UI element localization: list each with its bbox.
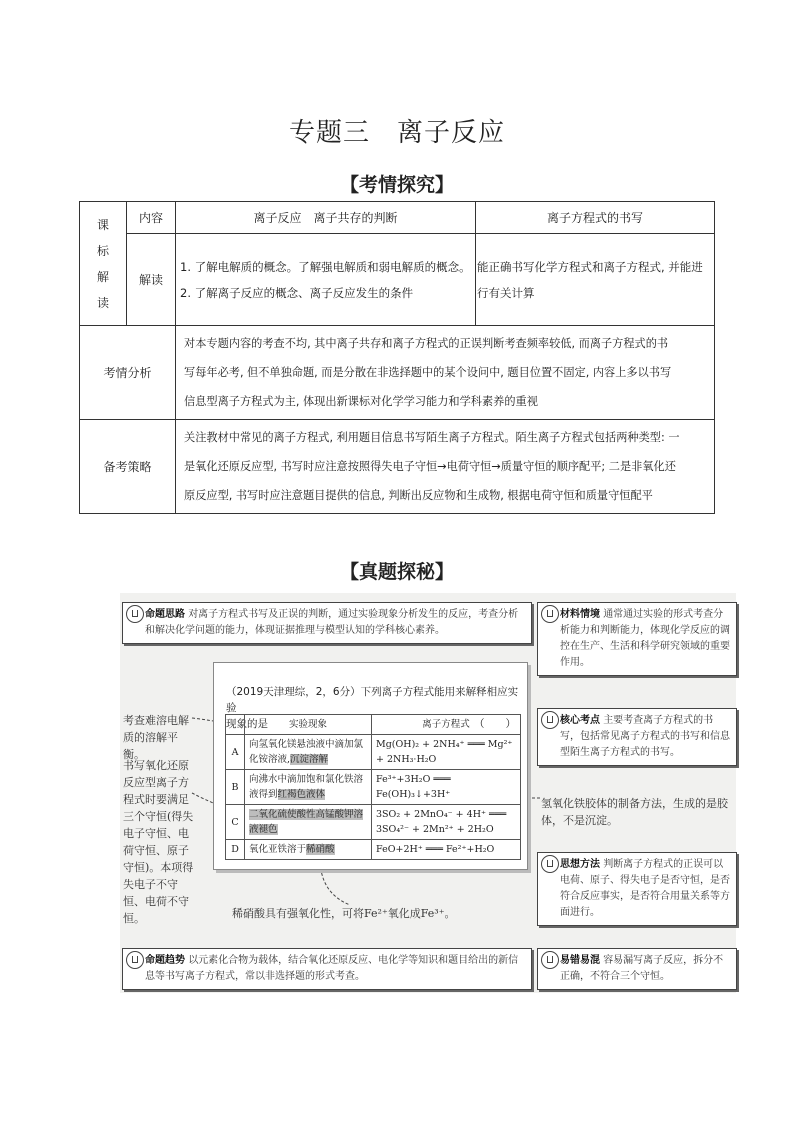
ionic-equation: FeO+2H⁺ ═══ Fe²⁺+H₂O — [372, 840, 521, 860]
lightbulb-icon — [541, 855, 559, 873]
kaoqing-line: 写每年必考, 但不单独命题, 而是分散在非选择题中的某个设问中, 题目位置不固定, 内容上多以书写 — [184, 366, 672, 379]
kebiao-char: 解 — [96, 269, 109, 284]
note-mingti-qushi — [122, 948, 532, 990]
hand-note-left1: 考查难溶电解质的溶解平衡。 — [123, 714, 189, 761]
question-row — [226, 840, 521, 860]
lightbulb-icon — [541, 605, 559, 623]
phenomenon-text: 向氢氧化镁悬浊液中滴加氯化铵溶液, — [249, 739, 364, 765]
question-col-header: 实验现象 — [245, 715, 372, 735]
question-row — [226, 735, 521, 770]
hand-note-left2: 书写氧化还原反应型离子方程式时要满足三个守恒(得失电子守恒、电荷守恒、原子守恒)。本项得失电子不守恒、电荷不守恒。 — [123, 759, 194, 925]
beikao-line: 关注教材中常见的离子方程式, 利用题目信息书写陌生离子方程式。陌生离子方程式包括两种类型: 一 — [184, 431, 680, 444]
kaoqing-table — [79, 201, 715, 514]
note-cailiao — [537, 602, 737, 676]
stem-text: 现象的是 — [226, 718, 268, 730]
note-text: 对离子方程式书写及正误的判断，通过实验现象分析发生的反应，考查分析和解决化学问题的能力，体现证据推理与模型认知的学科核心素养。 — [145, 609, 519, 636]
note-text: 容易漏写离子反应，拆分不正确，不符合三个守恒。 — [560, 955, 724, 982]
note-text: 判断离子方程式的正误可以电荷、原子、得失电子是否守恒，是否符合反应事实，是否符合用量关系等方面进行。 — [560, 859, 730, 918]
option-label: C — [226, 805, 245, 840]
note-label: 易错易混 — [560, 955, 600, 966]
ionic-equation: 3SO₂ + 2MnO₄⁻ + 4H⁺ ═══ 3SO₄²⁻ + 2Mn²⁺ + 2H₂O — [372, 805, 521, 840]
jiedu-col1-line: 2. 了解离子反应的概念、离子反应发生的条件 — [180, 285, 414, 300]
note-label: 材料情境 — [560, 609, 600, 620]
note-label: 核心考点 — [560, 715, 600, 726]
note-label: 命题趋势 — [145, 955, 185, 966]
note-mingti-silu — [122, 602, 532, 644]
option-label: B — [226, 770, 245, 805]
phenomenon-text: 氧化亚铁溶于 — [249, 844, 307, 855]
content-col1: 离子反应 离子共存的判断 — [176, 202, 476, 234]
hand-note-bottom: 稀硝酸具有强氧化性，可将Fe²⁺氧化成Fe³⁺。 — [232, 907, 456, 920]
kaoqing-label: 考情分析 — [80, 326, 176, 420]
section-heading-zhenti: 【真题探秘】 — [339, 561, 454, 583]
ionic-equation: Fe³⁺+3H₂O ═══ Fe(OH)₃↓+3H⁺ — [372, 770, 521, 805]
jiedu-col1-line: 1. 了解电解质的概念。了解强电解质和弱电解质的概念。 — [180, 259, 471, 274]
note-sixiang — [537, 852, 737, 926]
question-col-header: 离子方程式 — [372, 715, 521, 735]
jiedu-label: 解读 — [127, 234, 176, 326]
kaoqing-line: 信息型离子方程式为主, 体现出新课标对化学学习能力和学科素养的重视 — [184, 395, 538, 408]
hand-note-right1: 氢氧化铁胶体的制备方法，生成的是胶体，不是沉淀。 — [541, 797, 728, 827]
note-text: 通常通过实验的形式考查分析能力和判断能力，体现化学反应的调控在生产、生活和科学研究领域的重要作用。 — [560, 609, 730, 668]
section-heading-kaoqing: 【考情探究】 — [339, 174, 454, 196]
question-stem-line: （2019天津理综，2，6分）下列离子方程式能用来解释相应实验 — [226, 686, 519, 714]
beikao-label: 备考策略 — [80, 420, 176, 514]
phenomenon-text: 向沸水中滴加饱和氯化铁溶液得到 — [249, 774, 364, 800]
phenomenon-highlight: 稀硝酸 — [306, 844, 335, 855]
note-yicuo — [537, 948, 737, 990]
note-hexin — [537, 708, 737, 766]
ionic-equation: Mg(OH)₂ + 2NH₄⁺ ═══ Mg²⁺ + 2NH₃·H₂O — [372, 735, 521, 770]
lightbulb-icon — [126, 605, 144, 623]
option-label: D — [226, 840, 245, 860]
beikao-line: 是氧化还原反应型, 书写时应注意按照得失电子守恒→电荷守恒→质量守恒的顺序配平; 二是非氧化还 — [184, 460, 676, 473]
option-label: A — [226, 735, 245, 770]
question-table — [225, 714, 521, 860]
question-row — [226, 805, 521, 840]
kaoqing-line: 对本专题内容的考查不均, 其中离子共存和离子方程式的正误判断考查频率较低, 而离子方程式的书 — [184, 337, 669, 350]
content-label: 内容 — [127, 202, 176, 234]
phenomenon-highlight: 二氧化硫使酸性高锰酸钾溶液褪色 — [249, 809, 364, 835]
lightbulb-icon — [126, 951, 144, 969]
kebiao-char: 课 — [96, 217, 109, 232]
note-label: 命题思路 — [145, 609, 185, 620]
phenomenon-highlight: 红褐色液体 — [277, 789, 326, 800]
row-label-kebiao — [80, 202, 127, 326]
kebiao-char: 读 — [96, 295, 109, 310]
content-col2: 离子方程式的书写 — [476, 202, 715, 234]
note-label: 思想方法 — [560, 859, 600, 870]
beikao-line: 原反应型, 书写时应注意题目提供的信息, 判断出反应物和生成物, 根据电荷守恒和质量守恒配平 — [184, 489, 653, 502]
question-row — [226, 770, 521, 805]
jiedu-col1 — [176, 234, 476, 326]
lightbulb-icon — [541, 711, 559, 729]
beikao-text — [176, 420, 715, 514]
note-text: 以元素化合物为载体，结合氧化还原反应、电化学等知识和题目给出的新信息等书写离子方程式，常以非选择题的形式考查。 — [145, 955, 519, 982]
jiedu-col2-line: 能正确书写化学方程式和离子方程式, 并能进 — [477, 259, 703, 274]
jiedu-col2-line: 行有关计算 — [477, 285, 535, 300]
kaoqing-text — [176, 326, 715, 420]
lightbulb-icon — [541, 951, 559, 969]
jiedu-col2 — [476, 234, 715, 326]
kebiao-char: 标 — [96, 243, 109, 258]
page-title: 专题三 离子反应 — [288, 118, 505, 148]
answer-blank: （ ） — [474, 718, 516, 730]
phenomenon-highlight: 沉淀溶解 — [290, 754, 329, 765]
note-text: 主要考查离子方程式的书写，包括常见离子方程式的书写和信息型陌生离子方程式的书写。 — [560, 715, 730, 758]
